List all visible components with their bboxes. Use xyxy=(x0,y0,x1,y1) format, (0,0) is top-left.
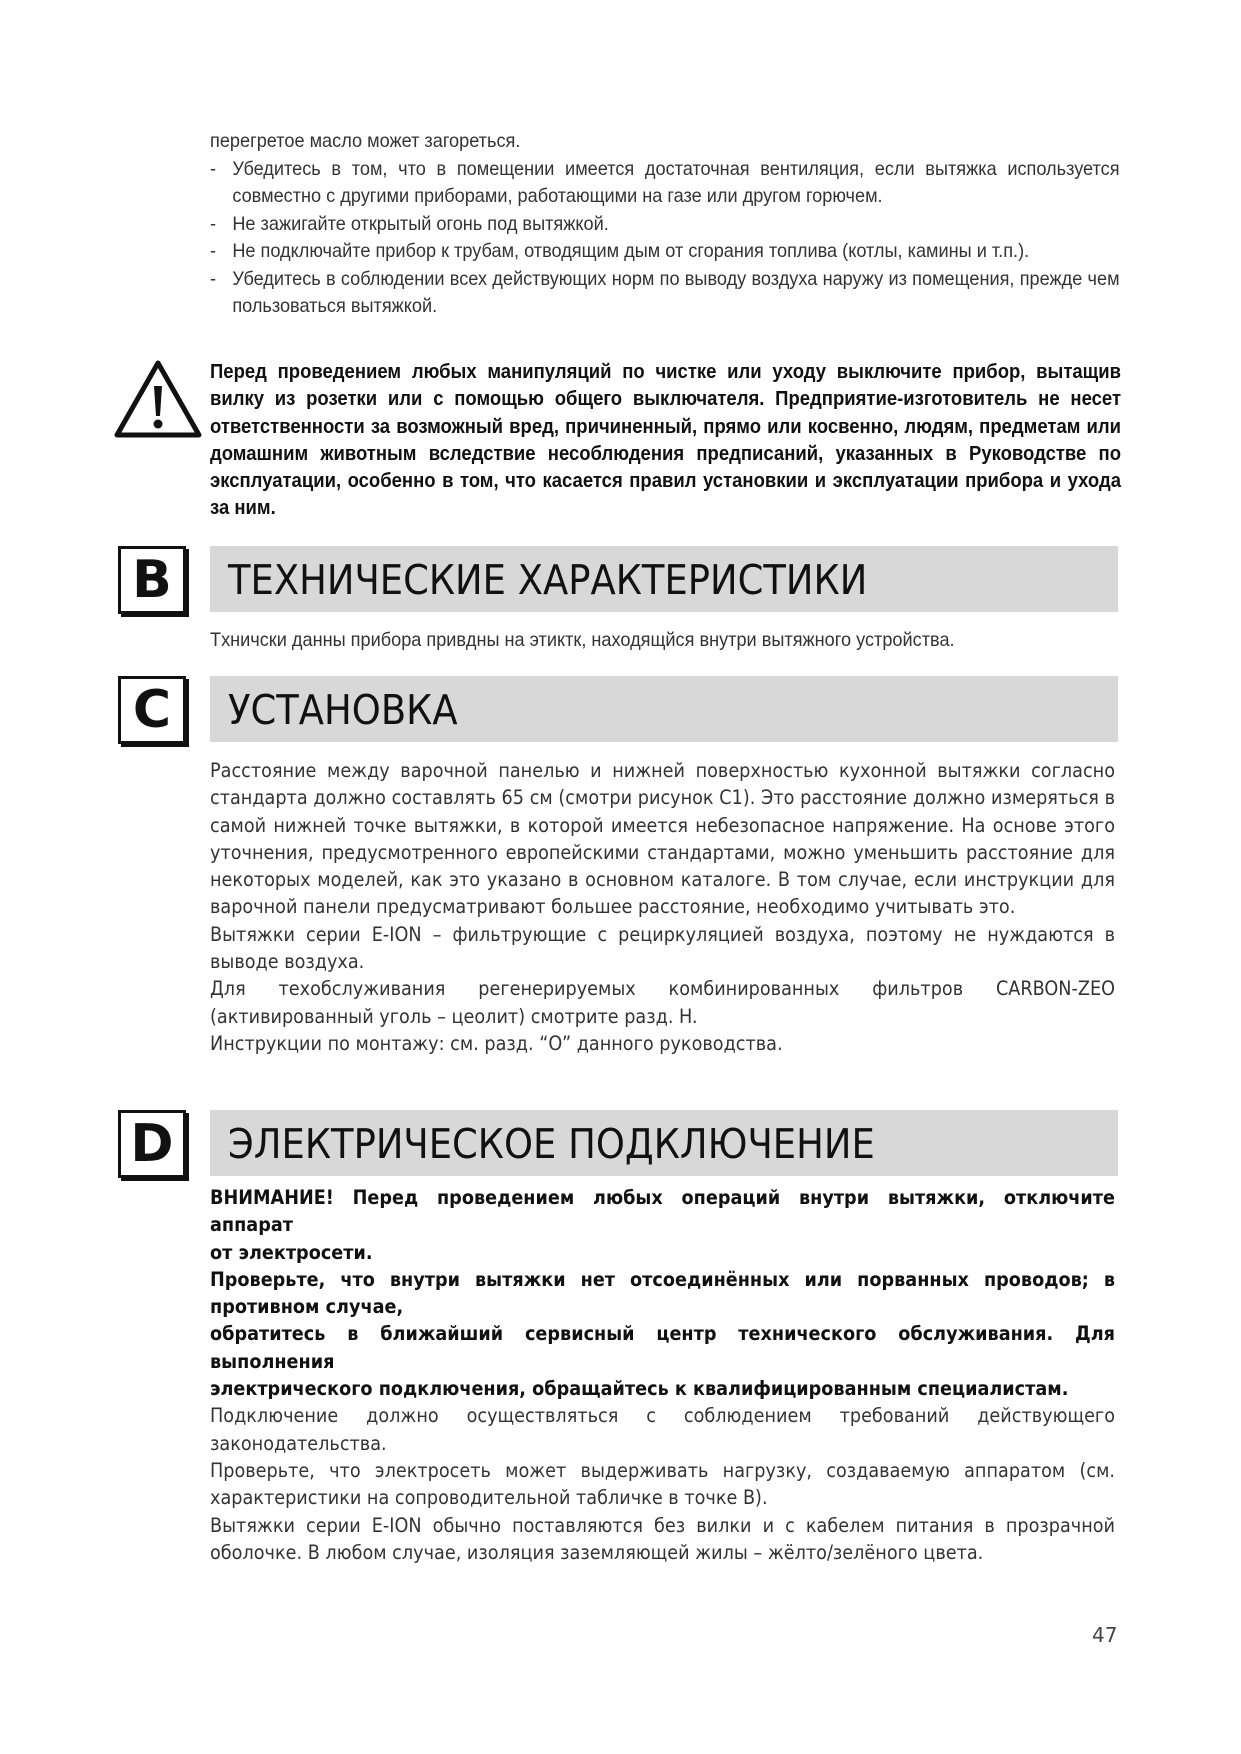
bold-paragraph: ВНИМАНИЕ! Перед проведением любых операций внутри вытяжки, отключите аппарат xyxy=(210,1186,1115,1237)
section-c-title: УСТАНОВКА xyxy=(228,686,458,734)
section-b-header xyxy=(210,546,1118,612)
bold-paragraph: обратитесь в ближайший сервисный центр технического обслуживания. Для выполнения xyxy=(210,1322,1115,1373)
page-number: 47 xyxy=(1092,1623,1118,1647)
section-d-body xyxy=(210,1184,1115,1566)
section-b-letter: B xyxy=(118,546,186,614)
section-d-letter: D xyxy=(118,1110,186,1178)
section-d-title: ЭЛЕКТРИЧЕСКОЕ ПОДКЛЮЧЕНИЕ xyxy=(228,1120,875,1168)
safety-notice: Перед проведением любых манипуляций по чистке или уходу выключите прибор, вытащив вилку из розетки или с помощью общего выключателя. Предприятие-изготовитель не несет ответственности за возможный вред, причиненный, прямо или косвенно, людям, предметам или домашним животным вследствие несоблюдения предписаний, указанных в Руководстве по эксплуатации, особенно в том, что касается правил установкии и эксплуатации прибора и ухода за ним. xyxy=(210,360,1122,520)
section-c-letter: C xyxy=(118,676,186,744)
list-item: - Убедитесь в соблюдении всех действующих норм по выводу воздуха наружу из помещения, прежде чем пользоваться вытяжкой. xyxy=(210,267,1120,317)
paragraph: Проверьте, что электросеть может выдерживать нагрузку, создаваемую аппаратом (см. характеристики на сопроводительной табличке в точке B). xyxy=(210,1458,1115,1510)
paragraph: Инструкции по монтажу: см. разд. “O” данного руководства. xyxy=(210,1031,783,1055)
bold-paragraph: электрического подключения, обращайтесь к квалифицированным специалистам. xyxy=(210,1377,1069,1401)
section-d-header xyxy=(210,1110,1118,1176)
section-c-body xyxy=(210,757,1115,1057)
section-c-header xyxy=(210,676,1118,742)
paragraph: Подключение должно осуществляться с соблюдением требований действующего законодательства. xyxy=(210,1404,1115,1455)
paragraph: Вытяжки серии E-ION обычно поставляются без вилки и с кабелем питания в прозрачной оболочке. В любом случае, изоляция заземляющей жилы – жёлто/зелёного цвета. xyxy=(210,1513,1115,1564)
list-continuation: перегретое масло может загореться. xyxy=(210,130,521,152)
bold-paragraph: Проверьте, что внутри вытяжки нет отсоединённых или порванных проводов; в противном случае, xyxy=(210,1267,1115,1319)
paragraph: Вытяжки серии E-ION – фильтрующие с рециркуляцией воздуха, поэтому не нуждаются в выводе воздуха. xyxy=(210,922,1115,974)
paragraph: Для техобслуживания регенерируемых комбинированных фильтров CARBON-ZEO (активированный уголь – цеолит) смотрите разд. H. xyxy=(210,977,1115,1028)
list-item: - Убедитесь в том, что в помещении имеется достаточная вентиляция, если вытяжка используется совместно с другими приборами, работающими на газе или другом горючем. xyxy=(210,157,1120,207)
warning-triangle-icon xyxy=(112,358,204,440)
section-b-title: ТЕХНИЧЕСКИЕ ХАРАКТЕРИСТИКИ xyxy=(228,556,868,604)
list-item: - Не зажигайте открытый огонь под вытяжкой. xyxy=(210,212,609,235)
bold-paragraph: от электросети. xyxy=(210,1240,373,1264)
list-item: - Не подключайте прибор к трубам, отводящим дым от сгорания топлива (котлы, камины и т.п.). xyxy=(210,240,1030,262)
section-b-text: Тxничcки данны прибора привдны на этиктк, находящйся внутри вытяжного устройства. xyxy=(210,629,955,651)
warnings-list xyxy=(210,128,1120,321)
paragraph: Расстояние между варочной панелью и нижней поверхностью кухонной вытяжки согласно стандарта должно составлять 65 см (смотри рисунок С1). Это расстояние должно измеряться в самой нижней точке вытяжки, в которой имеется небезопасное напряжение. На основе этого уточнения, предусмотренного европейскими стандартами, можно уменьшить расстояние для некоторых моделей, как это указано в основном каталоге. В том случае, если инструкции для варочной панели предусматривают большее расстояние, необходимо учитывать это. xyxy=(210,759,1115,919)
